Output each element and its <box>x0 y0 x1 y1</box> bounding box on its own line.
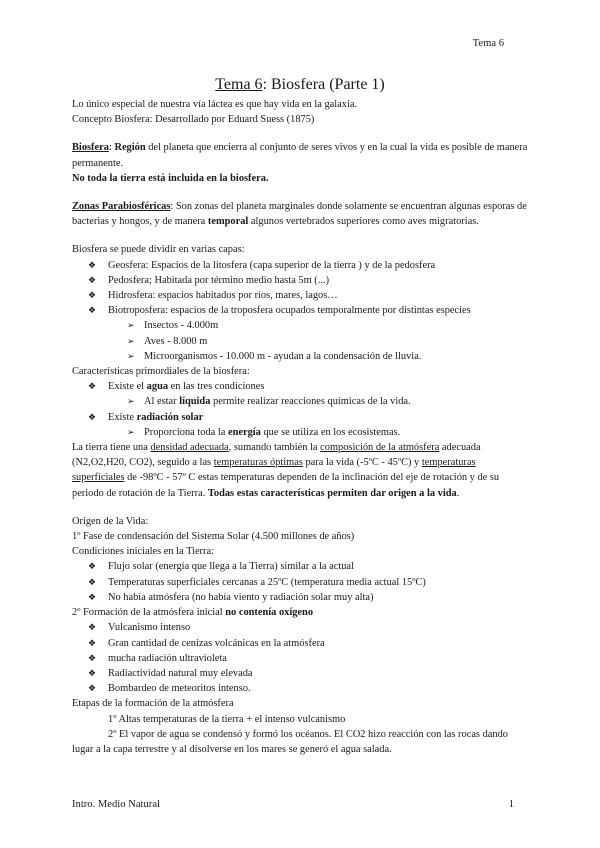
biosfera-text: del planeta que encierra al conjunto de seres vivos y en la cual la vida es posible de manera permanente. <box>72 142 528 169</box>
agua-pre: Existe el <box>108 381 147 393</box>
fase2-vulcanismo: Vulcanismo intenso <box>108 622 191 634</box>
parabio-bold: temporal <box>207 216 249 228</box>
document-body <box>72 74 528 757</box>
list-item <box>72 651 528 666</box>
liquida-post: permite realizar reacciones químicas de la vida. <box>210 396 411 408</box>
sub-microorganismos: Microorganismos - 10.000 m - ayudan a la condensación de lluvia. <box>144 350 422 362</box>
rad-bold: radiación solar <box>136 411 204 423</box>
list-item <box>72 636 528 651</box>
capa-biotroposfera: Biotroposfera: espacios de la troposfera ocupados temporalmente por distintas especies <box>108 305 471 317</box>
list-item <box>72 559 528 574</box>
header-page-label: Tema 6 <box>472 38 504 49</box>
tierra-u4: temperaturas superficiales <box>72 457 476 484</box>
fase2-cenizas: Gran cantidad de cenizas volcánicas en la atmósfera <box>108 637 325 649</box>
tierra-t3: adecuada (N2,O2,H20, CO2), seguido a las <box>72 442 481 469</box>
arrow-bullet-icon: ➢ <box>127 396 135 407</box>
fase2-radiacion: mucha radiación ultravioleta <box>108 652 227 664</box>
tierra-bold: Todas estas características permiten dar origen a la vida <box>207 487 457 499</box>
bullet-icon: ❖ <box>88 305 97 316</box>
capa-hidrosfera: Hidrosfera: espacios habitados por ríos, mares, lagos… <box>108 290 338 302</box>
agua-post: en las tres condiciones <box>168 381 265 393</box>
sub-list-item <box>72 349 528 364</box>
etapas-heading: Etapas de la formación de la atmósfera <box>72 698 234 710</box>
biosfera-term: Biosfera <box>72 142 109 154</box>
fase2-pre: 2º Formación de la atmósfera inicial <box>72 607 226 619</box>
arrow-bullet-icon: ➢ <box>127 350 135 361</box>
caracteristicas-intro: Características primordiales de la biosfera: <box>72 366 250 378</box>
capa-pedosfera: Pedosfera; Habitada por término medio hasta 5m (...) <box>108 274 330 286</box>
list-item <box>72 258 528 273</box>
bullet-icon: ❖ <box>88 667 97 678</box>
bullet-icon: ❖ <box>88 576 97 587</box>
region-term: Región <box>114 142 146 154</box>
bullet-icon: ❖ <box>88 259 97 270</box>
bullet-icon: ❖ <box>88 622 97 633</box>
bullet-icon: ❖ <box>88 561 97 572</box>
rad-pre: Existe <box>108 411 137 423</box>
sub-list-item <box>72 425 528 440</box>
sub-list-item <box>72 318 528 333</box>
cond-flujo: Flujo solar (energía que llega a la Tierra) similar a la actual <box>108 561 354 573</box>
capa-geosfera: Geosfera: Espacios de la litosfera (capa superior de la tierra ) y de la pedosfera <box>108 259 436 271</box>
tierra-paragraph <box>72 440 528 501</box>
biosfera-definition <box>72 140 528 170</box>
biosfera-colon: : <box>108 142 115 154</box>
sub-list-item <box>72 334 528 349</box>
bullet-icon: ❖ <box>88 381 97 392</box>
parabiosfericas-paragraph <box>72 199 528 229</box>
liquida-bold: líquida <box>179 396 211 408</box>
footer-course-name: Intro. Medio Natural <box>72 799 160 810</box>
list-item <box>72 590 528 605</box>
energia-bold: energía <box>227 426 261 438</box>
liquida-pre: Al estar <box>144 396 180 408</box>
page-title <box>72 74 528 96</box>
energia-pre: Proporciona toda la <box>144 426 228 438</box>
intro-line-1: Lo único especial de nuestra vía láctea es que hay vida en la galaxia. <box>72 99 358 110</box>
list-item <box>72 273 528 288</box>
energia-post: que se utiliza en los ecosistemas. <box>260 426 401 438</box>
parabio-text-2: algunos vertebrados superiores como aves migratorias. <box>248 216 479 228</box>
tierra-t4: para la vida (-5ºC - 45ºC) y <box>302 457 422 469</box>
biosfera-note-text: No toda la tierra está incluida en la biosfera. <box>72 172 269 184</box>
etapa-2: 2º El vapor de agua se condensó y formó los océanos. El CO2 hizo reacción con las rocas dando lugar a la capa terrestre y al disolverse en los mares se generó el agua salada. <box>72 728 508 755</box>
sub-list-item <box>72 394 528 409</box>
tierra-u3: temperaturas óptimas <box>213 457 303 469</box>
list-item <box>72 575 528 590</box>
title-main: Tema 6 <box>215 76 263 93</box>
origen-fase2 <box>72 605 528 620</box>
sub-aves: Aves - 8.000 m <box>144 335 208 347</box>
fase2-bold: no contenía oxígeno <box>225 607 314 619</box>
parabio-term: Zonas Parabiosféricas <box>72 201 171 213</box>
bullet-icon: ❖ <box>88 637 97 648</box>
tierra-t5: de -98ºC - 57º C estas temperaturas dependen de la inclinación del eje de rotación y de su periodo de rotación de la Tierra. <box>72 472 500 499</box>
tierra-u2: composición de la atmósfera <box>320 442 440 454</box>
origen-heading: Origen de la Vida: <box>72 515 149 527</box>
sub-insectos: Insectos - 4.000m <box>144 320 219 332</box>
origen-fase1: 1º Fase de condensación del Sistema Solar (4.500 millones de años) <box>72 531 355 543</box>
biosfera-note <box>72 171 528 186</box>
title-rest: : Biosfera (Parte 1) <box>262 76 385 93</box>
list-item <box>72 681 528 696</box>
tierra-end: . <box>456 487 460 499</box>
list-item <box>72 410 528 425</box>
list-item <box>72 620 528 635</box>
etapa-1: 1º Altas temperaturas de la tierra + el intenso vulcanismo <box>108 713 346 725</box>
cond-atmosfera: No había atmósfera (no había viento y radiación solar muy alta) <box>108 591 374 603</box>
cond-temperaturas: Temperaturas superficiales cercanas a 25ºC (temperatura media actual 15ºC) <box>108 576 426 588</box>
footer-page-number: 1 <box>508 799 514 810</box>
fase2-meteoritos: Bombardeo de meteoritos intenso. <box>108 683 251 695</box>
arrow-bullet-icon: ➢ <box>127 335 135 346</box>
arrow-bullet-icon: ➢ <box>127 320 135 331</box>
list-item <box>72 379 528 394</box>
bullet-icon: ❖ <box>88 411 97 422</box>
bullet-icon: ❖ <box>88 290 97 301</box>
list-item <box>72 303 528 318</box>
tierra-t1: La tierra tiene una <box>72 442 151 454</box>
list-item <box>72 288 528 303</box>
tierra-t2: , sumando también la <box>228 442 321 454</box>
arrow-bullet-icon: ➢ <box>127 426 135 437</box>
capas-intro: Biosfera se puede dividir en varias capas: <box>72 244 245 256</box>
parabio-text-1: : Son zonas del planeta marginales donde solamente se encuentran algunas esporas de bacterias y hongos, y de manera <box>72 201 527 228</box>
fase2-radiactividad: Radiactividad natural muy elevada <box>108 667 253 679</box>
agua-bold: agua <box>146 381 169 393</box>
condiciones-intro: Condiciones iniciales en la Tierra: <box>72 546 214 558</box>
tierra-u1: densidad adecuada <box>150 442 229 454</box>
bullet-icon: ❖ <box>88 652 97 663</box>
intro-line-2: Concepto Biosfera: Desarrollado por Eduard Suess (1875) <box>72 114 315 126</box>
list-item <box>72 666 528 681</box>
bullet-icon: ❖ <box>88 591 97 602</box>
bullet-icon: ❖ <box>88 274 97 285</box>
bullet-icon: ❖ <box>88 683 97 694</box>
